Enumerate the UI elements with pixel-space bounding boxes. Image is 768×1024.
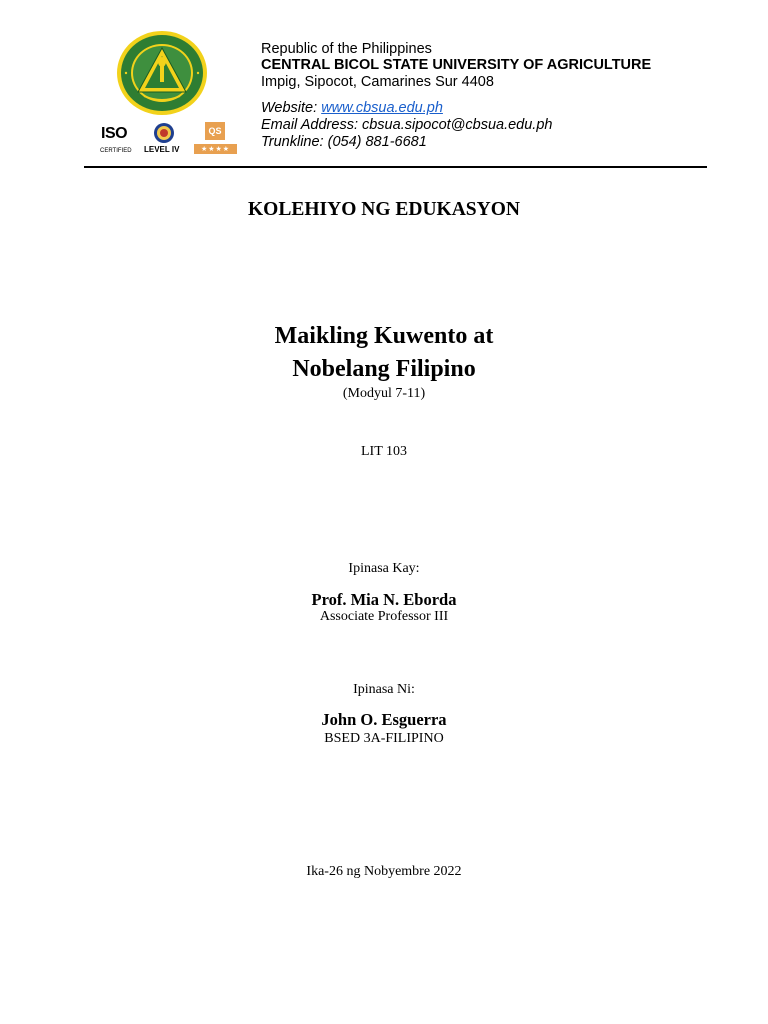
accreditation-badges — [100, 122, 240, 158]
qs-stars-icon — [194, 122, 238, 156]
website-line — [261, 100, 443, 117]
iso-certified-label: CERTIFIED — [100, 148, 132, 154]
student-section: BSED 3A-FILIPINO — [324, 731, 444, 746]
website-link[interactable]: www.cbsua.edu.ph — [321, 100, 443, 116]
university-address: Impig, Sipocot, Camarines Sur 4408 — [261, 74, 494, 90]
trunkline-line: Trunkline: (054) 881-6681 — [261, 134, 427, 150]
level-medal-icon — [144, 122, 184, 146]
submitted-to-label: Ipinasa Kay: — [348, 561, 420, 576]
qs-label: QS — [205, 122, 225, 140]
qs-star-rating: ★★★★ — [194, 144, 237, 154]
level-iv-icon — [144, 122, 184, 158]
course-code: LIT 103 — [360, 444, 407, 459]
title-line-1: Maikling Kuwento at — [274, 323, 494, 349]
email-line: Email Address: cbsua.sipocot@cbsua.edu.ph — [261, 117, 553, 133]
professor-name: Prof. Mia N. Eborda — [311, 590, 457, 609]
document-title — [0, 320, 768, 386]
college-name: KOLEHIYO NG EDUKASYON — [248, 199, 520, 220]
professor-position: Associate Professor III — [319, 609, 449, 624]
submitted-by-label: Ipinasa Ni: — [353, 682, 415, 697]
iso-label: ISO — [101, 125, 128, 142]
website-label: Website: — [261, 100, 322, 116]
module-subtitle: (Modyul 7-11) — [342, 386, 426, 401]
submission-date: Ika-26 ng Nobyembre 2022 — [306, 864, 462, 879]
republic-line: Republic of the Philippines — [261, 41, 432, 57]
university-name: CENTRAL BICOL STATE UNIVERSITY OF AGRICULTURE — [261, 57, 652, 73]
header-divider — [84, 166, 707, 168]
level-iv-label: LEVEL IV — [144, 145, 180, 154]
student-name: John O. Esguerra — [321, 710, 447, 729]
university-seal-logo — [116, 30, 208, 116]
iso-certified-icon — [100, 122, 136, 158]
title-line-2: Nobelang Filipino — [292, 356, 476, 382]
